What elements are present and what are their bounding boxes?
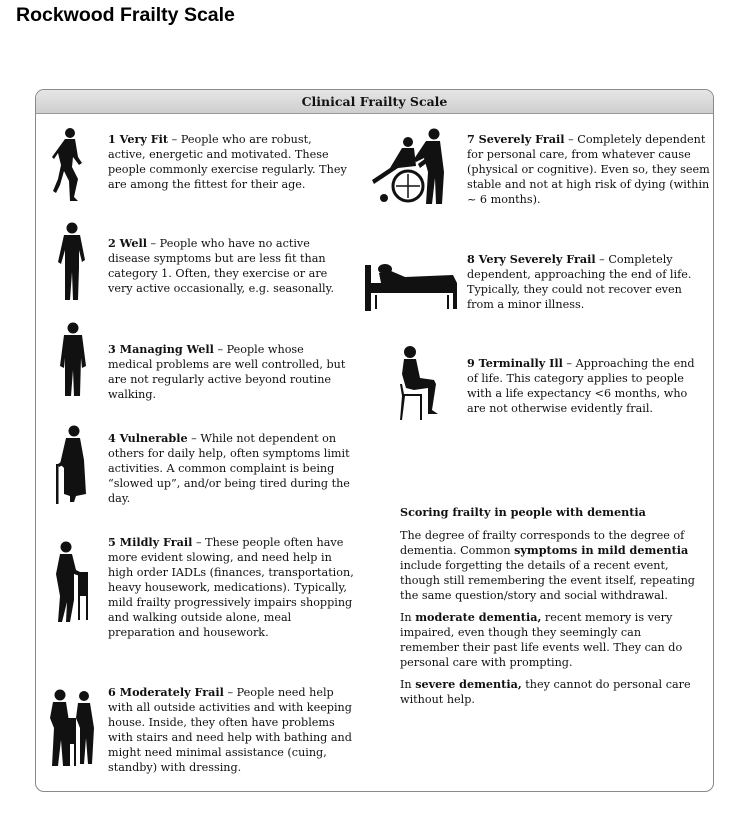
dementia-paragraph-moderate: In moderate dementia, recent memory is very impaired, even though they seemingly can remember their past life events well. They can do personal care with prompting. <box>400 610 683 669</box>
person-with-walker-icon <box>50 540 90 624</box>
category-7: 7 Severely Frail – Completely dependent for personal care, from whatever cause (physical or cognitive). Even so, they seem stable and not at high risk of dying (within ~ 6 months). <box>467 132 710 206</box>
walking-person-icon <box>55 222 89 302</box>
category-4: 4 Vulnerable – While not dependent on others for daily help, often symptoms limit activities. A common complaint is being “slowed up”, and/or being tired during the day. <box>108 431 350 505</box>
category-6: 6 Moderately Frail – People need help with all outside activities and with keeping house. Inside, they often have problems with stairs and need help with bathing and might need minimal assistance (cuing, standby) with dressing. <box>108 685 352 774</box>
runner-icon <box>52 127 86 203</box>
dementia-paragraph-severe: In severe dementia, they cannot do personal care without help. <box>400 677 691 706</box>
category-9: 9 Terminally Ill – Approaching the end of life. This category applies to people with a life expectancy <6 months, who are not otherwise evidently frail. <box>467 356 695 415</box>
dementia-paragraph-mild: The degree of frailty corresponds to the degree of dementia. Common symptoms in mild dementia include forgetting the details of a recent event, though still remembering the event itself, repeating the same question/story and social withdrawal. <box>400 529 695 602</box>
dementia-heading: Scoring frailty in people with dementia <box>400 505 646 519</box>
card-title: Clinical Frailty Scale <box>36 90 713 114</box>
category-5: 5 Mildly Frail – These people often have more evident slowing, and need help in high order IADLs (finances, transportation, heavy housework, medications). Typically, mild frailty progressively impairs shopping and walking outside alone, meal preparation and housework. <box>108 535 354 639</box>
category-1: 1 Very Fit – People who are robust, active, energetic and motivated. These people commonly exercise regularly. They are among the fittest for their age. <box>108 132 347 191</box>
standing-person-icon <box>56 322 90 398</box>
wheelchair-icon <box>368 128 454 206</box>
bedridden-icon <box>361 253 461 313</box>
assisted-walker-icon <box>48 688 102 768</box>
page-title: Rockwood Frailty Scale <box>16 4 235 26</box>
category-3: 3 Managing Well – People whose medical problems are well controlled, but are not regularly active beyond routine walking. <box>108 342 346 401</box>
person-with-cane-icon <box>52 424 88 506</box>
category-2: 2 Well – People who have no active disease symptoms but are less fit than category 1. Often, they exercise or are very active occasionally, e.g. seasonally. <box>108 236 335 295</box>
seated-person-icon <box>396 344 450 422</box>
category-8: 8 Very Severely Frail – Completely dependent, approaching the end of life. Typically, they could not recover even from a minor illness. <box>467 252 692 311</box>
